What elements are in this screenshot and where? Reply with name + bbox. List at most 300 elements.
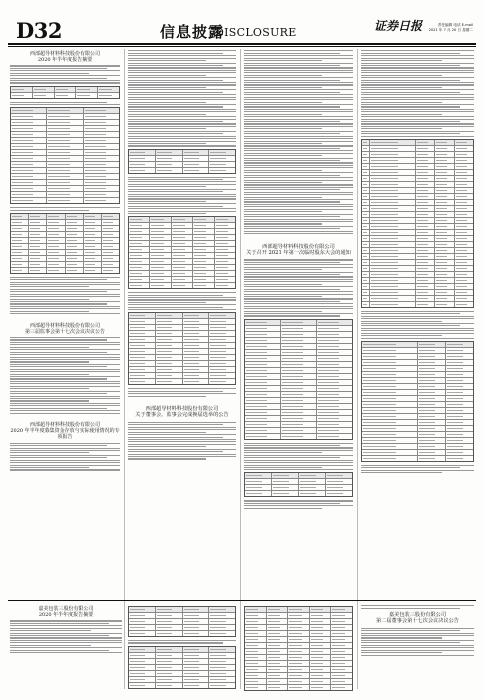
text-line bbox=[244, 262, 340, 263]
table-cell bbox=[156, 343, 183, 348]
table-cell bbox=[362, 170, 370, 175]
text-line bbox=[128, 208, 236, 209]
text-line bbox=[128, 434, 236, 435]
table-cell bbox=[209, 683, 235, 688]
text-line bbox=[361, 89, 474, 90]
text-line bbox=[10, 207, 120, 208]
table-cell bbox=[446, 354, 473, 359]
table-cell bbox=[156, 647, 183, 652]
text-line bbox=[361, 121, 460, 122]
table-cell bbox=[281, 374, 317, 379]
text-line bbox=[244, 269, 322, 270]
text-line bbox=[361, 87, 442, 88]
text-line bbox=[10, 352, 107, 353]
table-row bbox=[129, 379, 235, 384]
header-contact: 责任编辑 电话 E-mail bbox=[437, 23, 473, 27]
text-line bbox=[10, 413, 120, 414]
table-row bbox=[129, 631, 235, 636]
text-line bbox=[10, 381, 120, 382]
announcement-header bbox=[10, 606, 122, 618]
table-cell bbox=[209, 607, 235, 612]
text-line bbox=[128, 179, 223, 180]
text-line bbox=[244, 279, 353, 280]
text-line bbox=[128, 55, 236, 56]
table-cell bbox=[193, 265, 214, 270]
table-cell bbox=[331, 613, 352, 618]
table-cell bbox=[435, 230, 454, 235]
table-cell bbox=[416, 266, 435, 271]
table-cell bbox=[435, 290, 454, 295]
table-cell bbox=[331, 685, 352, 690]
table-cell bbox=[215, 283, 235, 288]
table-cell bbox=[47, 150, 83, 155]
table-cell bbox=[435, 278, 454, 283]
text-line bbox=[128, 181, 236, 182]
table-cell bbox=[310, 625, 332, 630]
table-cell bbox=[310, 661, 332, 666]
table-cell bbox=[418, 414, 446, 419]
table-cell bbox=[29, 238, 47, 243]
text-line bbox=[128, 143, 206, 144]
table-cell bbox=[193, 229, 214, 234]
text-line bbox=[361, 99, 474, 100]
text-line bbox=[244, 87, 322, 88]
text-line bbox=[128, 114, 206, 115]
table-cell bbox=[172, 265, 193, 270]
table-cell bbox=[11, 180, 47, 185]
text-line bbox=[361, 97, 474, 98]
table-cell bbox=[370, 182, 415, 187]
table-cell bbox=[172, 247, 193, 252]
section-title-en: DISCLOSURE bbox=[215, 26, 297, 39]
table-cell bbox=[193, 259, 214, 264]
text-line bbox=[244, 99, 353, 100]
text-line bbox=[244, 457, 340, 458]
table-cell bbox=[33, 87, 55, 92]
table-cell bbox=[11, 256, 29, 261]
table-cell bbox=[281, 326, 317, 331]
table-cell bbox=[209, 379, 235, 384]
table-cell bbox=[11, 250, 29, 255]
text-line bbox=[10, 296, 120, 297]
text-line bbox=[128, 211, 236, 212]
table-cell bbox=[362, 164, 370, 169]
table-cell bbox=[418, 396, 446, 401]
text-line bbox=[244, 226, 353, 227]
text-line bbox=[10, 342, 120, 343]
text-line bbox=[244, 170, 322, 171]
table-cell bbox=[209, 319, 235, 324]
table-cell bbox=[416, 158, 435, 163]
table-cell bbox=[47, 244, 65, 249]
text-line bbox=[361, 645, 474, 646]
data-table bbox=[244, 472, 353, 497]
table-cell bbox=[416, 218, 435, 223]
text-line bbox=[244, 233, 353, 234]
table-cell bbox=[362, 194, 370, 199]
text-line bbox=[128, 131, 236, 132]
table-cell bbox=[215, 241, 235, 246]
text-line bbox=[128, 213, 206, 214]
table-cell bbox=[11, 198, 47, 203]
text-line bbox=[244, 72, 353, 73]
table-row bbox=[11, 268, 119, 273]
table-cell bbox=[209, 613, 235, 618]
table-cell bbox=[326, 473, 352, 478]
text-line bbox=[244, 167, 353, 168]
table-cell bbox=[245, 655, 267, 660]
text-line bbox=[244, 505, 353, 506]
text-line bbox=[128, 58, 236, 59]
text-line bbox=[244, 267, 353, 268]
text-line bbox=[128, 439, 236, 440]
table-cell bbox=[47, 162, 83, 167]
text-line bbox=[244, 148, 340, 149]
table-cell bbox=[84, 232, 102, 237]
newspaper-logo: 证券日报 bbox=[373, 19, 422, 33]
table-cell bbox=[281, 398, 317, 403]
text-line bbox=[128, 640, 236, 641]
table-cell bbox=[129, 665, 156, 670]
text-line bbox=[128, 84, 236, 85]
table-cell bbox=[446, 384, 473, 389]
text-line bbox=[244, 123, 353, 124]
table-cell bbox=[288, 631, 310, 636]
table-cell bbox=[172, 241, 193, 246]
table-cell bbox=[102, 250, 119, 255]
table-cell bbox=[215, 271, 235, 276]
text-line bbox=[244, 65, 340, 66]
table-row bbox=[129, 283, 235, 288]
table-cell bbox=[317, 338, 352, 343]
table-cell bbox=[215, 229, 235, 234]
text-line bbox=[244, 301, 340, 302]
table-cell bbox=[272, 491, 299, 496]
table-cell bbox=[183, 343, 210, 348]
table-row bbox=[245, 491, 352, 496]
table-cell bbox=[362, 444, 418, 449]
table-cell bbox=[156, 361, 183, 366]
text-line bbox=[244, 82, 353, 83]
text-line bbox=[361, 633, 474, 634]
table-cell bbox=[245, 607, 267, 612]
table-cell bbox=[418, 426, 446, 431]
table-cell bbox=[331, 661, 352, 666]
table-cell bbox=[183, 156, 210, 161]
text-line bbox=[10, 339, 107, 340]
table-cell bbox=[245, 368, 281, 373]
text-line bbox=[361, 311, 474, 312]
text-line bbox=[128, 196, 236, 197]
table-cell bbox=[183, 337, 210, 342]
text-line bbox=[10, 642, 122, 643]
table-cell bbox=[418, 402, 446, 407]
text-line bbox=[128, 437, 223, 438]
text-line bbox=[128, 119, 236, 120]
text-line bbox=[244, 131, 353, 132]
table-cell bbox=[11, 93, 33, 98]
table-cell bbox=[129, 337, 156, 342]
table-cell bbox=[47, 186, 83, 191]
table-cell bbox=[150, 217, 171, 222]
data-table bbox=[361, 139, 474, 308]
table-cell bbox=[172, 253, 193, 258]
text-line bbox=[244, 264, 353, 265]
table-cell bbox=[66, 268, 84, 273]
table-cell bbox=[288, 685, 310, 690]
text-line bbox=[244, 155, 322, 156]
text-line bbox=[244, 211, 322, 212]
announcement-title: 关于董事会、监事会完成换届选举的公告 bbox=[135, 412, 229, 419]
table-cell bbox=[267, 619, 289, 624]
text-line bbox=[361, 92, 460, 93]
text-line bbox=[10, 75, 120, 76]
bottom-band-rule bbox=[8, 600, 476, 601]
text-line bbox=[361, 328, 474, 329]
announcement-title: 第三届监事会第十七次会议决议公告 bbox=[24, 328, 105, 335]
table-cell bbox=[281, 332, 317, 337]
table-cell bbox=[418, 366, 446, 371]
table-cell bbox=[288, 613, 310, 618]
text-line bbox=[244, 150, 353, 151]
table-cell bbox=[84, 126, 119, 131]
table-cell bbox=[267, 685, 289, 690]
table-cell bbox=[102, 238, 119, 243]
table-cell bbox=[245, 485, 272, 490]
text-line bbox=[244, 199, 353, 200]
table-cell bbox=[416, 164, 435, 169]
table-cell bbox=[129, 683, 156, 688]
table-cell bbox=[418, 450, 446, 455]
table-cell bbox=[129, 156, 156, 161]
table-cell bbox=[416, 260, 435, 265]
table-cell bbox=[47, 250, 65, 255]
table-cell bbox=[299, 473, 326, 478]
text-line bbox=[10, 277, 120, 278]
table-cell bbox=[370, 230, 415, 235]
table-cell bbox=[267, 607, 289, 612]
table-cell bbox=[362, 182, 370, 187]
table-cell bbox=[245, 631, 267, 636]
header-info bbox=[353, 23, 473, 33]
table-cell bbox=[129, 343, 156, 348]
text-line bbox=[10, 405, 120, 406]
table-cell bbox=[446, 390, 473, 395]
table-cell bbox=[47, 156, 83, 161]
table-cell bbox=[156, 373, 183, 378]
table-cell bbox=[370, 296, 415, 301]
text-line bbox=[128, 97, 236, 98]
table-cell bbox=[245, 619, 267, 624]
table-cell bbox=[102, 256, 119, 261]
table-cell bbox=[193, 277, 214, 282]
table-cell bbox=[209, 647, 235, 652]
text-line bbox=[10, 462, 120, 463]
table-cell bbox=[11, 120, 47, 125]
table-cell bbox=[183, 162, 210, 167]
text-line bbox=[10, 396, 120, 397]
table-cell bbox=[455, 194, 473, 199]
table-cell bbox=[129, 319, 156, 324]
text-line bbox=[361, 116, 474, 117]
table-cell bbox=[317, 428, 352, 433]
table-cell bbox=[281, 362, 317, 367]
table-cell bbox=[156, 613, 183, 618]
table-cell bbox=[84, 108, 119, 113]
table-cell bbox=[47, 226, 65, 231]
text-line bbox=[244, 141, 353, 142]
table-cell bbox=[129, 647, 156, 652]
table-cell bbox=[362, 224, 370, 229]
table-cell bbox=[370, 236, 415, 241]
table-cell bbox=[245, 320, 281, 325]
table-cell bbox=[129, 631, 156, 636]
table-cell bbox=[183, 647, 210, 652]
text-line bbox=[244, 184, 353, 185]
table-cell bbox=[193, 241, 214, 246]
table-cell bbox=[362, 366, 418, 371]
table-cell bbox=[272, 485, 299, 490]
table-cell bbox=[245, 491, 272, 496]
table-cell bbox=[435, 236, 454, 241]
table-cell bbox=[455, 290, 473, 295]
table-cell bbox=[455, 230, 473, 235]
table-cell bbox=[370, 218, 415, 223]
table-cell bbox=[331, 655, 352, 660]
text-line bbox=[361, 470, 474, 471]
table-cell bbox=[66, 226, 84, 231]
table-cell bbox=[11, 268, 29, 273]
table-cell bbox=[281, 320, 317, 325]
table-cell bbox=[11, 220, 29, 225]
text-line bbox=[128, 50, 236, 51]
table-cell bbox=[84, 198, 119, 203]
table-row bbox=[129, 168, 235, 173]
table-cell bbox=[84, 120, 119, 125]
table-cell bbox=[245, 667, 267, 672]
table-cell bbox=[84, 268, 102, 273]
table-cell bbox=[47, 198, 83, 203]
text-line bbox=[128, 133, 223, 134]
table-cell bbox=[455, 182, 473, 187]
data-table bbox=[128, 646, 236, 689]
table-cell bbox=[362, 456, 418, 461]
table-cell bbox=[29, 244, 47, 249]
column-divider bbox=[240, 49, 241, 689]
text-line bbox=[10, 403, 120, 404]
text-line bbox=[244, 77, 353, 78]
table-cell bbox=[446, 408, 473, 413]
table-cell bbox=[370, 194, 415, 199]
table-cell bbox=[11, 232, 29, 237]
text-line bbox=[361, 313, 460, 314]
text-line bbox=[10, 650, 109, 651]
table-cell bbox=[455, 176, 473, 181]
text-line bbox=[244, 60, 322, 61]
text-line bbox=[10, 289, 120, 290]
announcement-title: 2020 年半年度报告摘要 bbox=[37, 57, 93, 64]
table-cell bbox=[102, 214, 119, 219]
column-1 bbox=[10, 49, 120, 597]
table-cell bbox=[370, 224, 415, 229]
data-table bbox=[128, 606, 236, 637]
text-line bbox=[244, 121, 340, 122]
text-line bbox=[10, 630, 91, 631]
text-line bbox=[10, 623, 109, 624]
table-cell bbox=[129, 168, 156, 173]
table-cell bbox=[156, 653, 183, 658]
text-line bbox=[128, 75, 206, 76]
text-line bbox=[244, 102, 322, 103]
announcement-title: 关于召开 2021 年第一次临时股东大会的通知 bbox=[246, 250, 351, 256]
table-cell bbox=[435, 296, 454, 301]
table-cell bbox=[281, 344, 317, 349]
text-line bbox=[361, 111, 474, 112]
table-cell bbox=[418, 360, 446, 365]
table-cell bbox=[370, 248, 415, 253]
table-cell bbox=[310, 679, 332, 684]
text-line bbox=[128, 292, 236, 293]
table-cell bbox=[84, 250, 102, 255]
table-cell bbox=[209, 677, 235, 682]
text-line bbox=[244, 228, 340, 229]
table-cell bbox=[129, 331, 156, 336]
table-cell bbox=[11, 214, 29, 219]
table-cell bbox=[435, 194, 454, 199]
text-line bbox=[128, 72, 236, 73]
table-cell bbox=[418, 348, 446, 353]
table-cell bbox=[156, 607, 183, 612]
text-line bbox=[244, 175, 340, 176]
table-cell bbox=[156, 162, 183, 167]
text-line bbox=[10, 102, 107, 103]
table-row bbox=[11, 198, 119, 203]
text-line bbox=[128, 92, 223, 93]
table-cell bbox=[281, 350, 317, 355]
text-line bbox=[361, 70, 474, 71]
text-line bbox=[128, 203, 236, 204]
data-table bbox=[128, 216, 236, 289]
text-line bbox=[128, 121, 223, 122]
table-cell bbox=[55, 87, 77, 92]
table-cell bbox=[288, 661, 310, 666]
table-cell bbox=[245, 661, 267, 666]
table-cell bbox=[455, 296, 473, 301]
table-cell bbox=[215, 259, 235, 264]
table-cell bbox=[47, 174, 83, 179]
table-cell bbox=[281, 392, 317, 397]
table-cell bbox=[47, 144, 83, 149]
table-cell bbox=[193, 217, 214, 222]
table-cell bbox=[272, 479, 299, 484]
text-line bbox=[128, 432, 206, 433]
text-line bbox=[361, 637, 442, 638]
text-line bbox=[244, 508, 322, 509]
table-cell bbox=[47, 232, 65, 237]
table-cell bbox=[416, 254, 435, 259]
table-cell bbox=[29, 214, 47, 219]
text-line bbox=[10, 645, 91, 646]
table-cell bbox=[84, 256, 102, 261]
text-line bbox=[244, 214, 353, 215]
text-line bbox=[128, 309, 236, 310]
table-cell bbox=[245, 410, 281, 415]
table-cell bbox=[362, 390, 418, 395]
text-line bbox=[10, 398, 120, 399]
table-cell bbox=[183, 671, 210, 676]
table-cell bbox=[245, 338, 281, 343]
text-line bbox=[244, 55, 353, 56]
